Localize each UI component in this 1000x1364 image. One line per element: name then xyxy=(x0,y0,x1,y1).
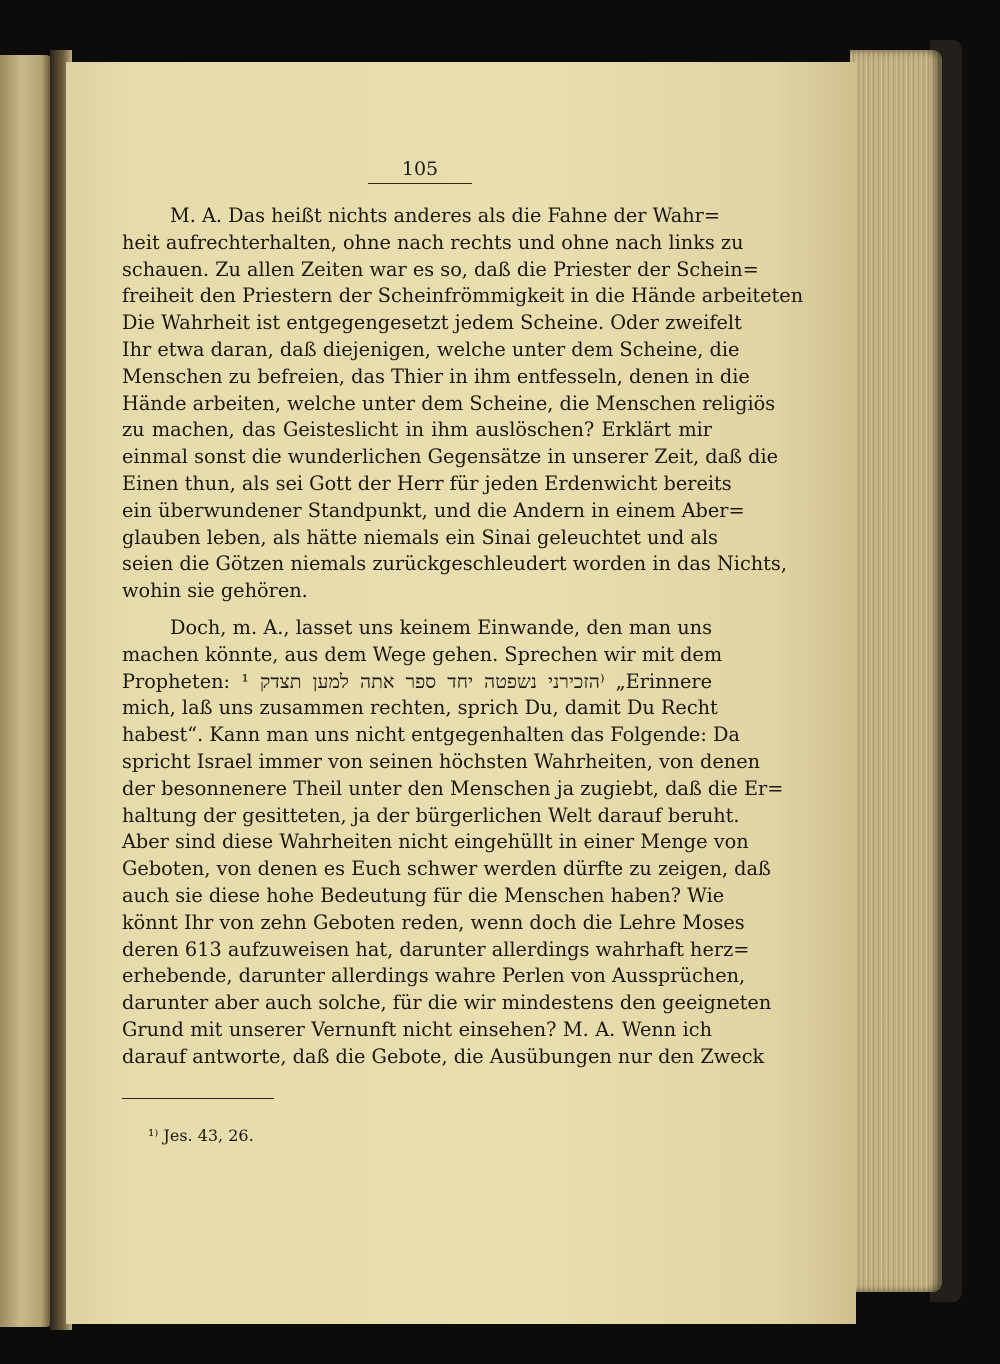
text-line: wohin sie gehören. xyxy=(122,579,308,603)
text-line: seien die Götzen niemals zurückgeschleudert worden in das Nichts, xyxy=(122,552,787,576)
text-line: darunter aber auch solche, für die wir mindestens den geeigneten xyxy=(122,991,772,1015)
text-line: der besonnenere Theil unter den Menschen ja zugiebt, daß die Er= xyxy=(122,776,784,800)
footnote: ¹⁾ Jes. 43, 26. xyxy=(148,1126,254,1145)
page-number: 105 xyxy=(401,158,439,180)
text-line: schauen. Zu allen Zeiten war es so, daß die Priester der Schein= xyxy=(122,257,759,281)
text-line: Doch, m. A., lasset uns keinem Einwande, den man uns xyxy=(170,615,712,639)
text-line: M. A. Das heißt nichts anderes als die Fahne der Wahr= xyxy=(170,204,721,227)
header-rule xyxy=(368,183,472,184)
left-page-edge xyxy=(0,55,52,1327)
text-line: habest“. Kann man uns nicht entgegenhalten das Folgende: Da xyxy=(122,723,740,747)
text-line: freiheit den Priestern der Scheinfrömmigkeit in die Hände arbeiteten xyxy=(122,284,804,308)
page-edges xyxy=(850,50,942,1292)
text-line: erhebende, darunter allerdings wahre Perlen von Aussprüchen, xyxy=(122,964,746,988)
text-line: Aber sind diese Wahrheiten nicht eingehüllt in einer Menge von xyxy=(122,830,749,854)
text-line: mich, laß uns zusammen rechten, sprich Du, damit Du Recht xyxy=(122,696,718,720)
text-line: Geboten, von denen es Euch schwer werden dürfte zu zeigen, daß xyxy=(122,857,771,881)
text-line: Die Wahrheit ist entgegengesetzt jedem Scheine. Oder zweifelt xyxy=(122,311,742,335)
text-line: zu machen, das Geisteslicht in ihm auslöschen? Erklärt mir xyxy=(122,418,712,442)
text-line: machen könnte, aus dem Wege gehen. Sprechen wir mit dem xyxy=(122,642,723,666)
body-text xyxy=(122,203,804,1071)
text-line: deren 613 aufzuweisen hat, darunter allerdings wahrhaft herz= xyxy=(122,937,750,961)
text-line: Ihr etwa daran, daß diejenigen, welche unter dem Scheine, die xyxy=(122,337,740,361)
text-line: Hände arbeiten, welche unter dem Scheine, die Menschen religiös xyxy=(122,391,776,415)
text-line: glauben leben, als hätte niemals ein Sinai geleuchtet und als xyxy=(122,525,718,549)
text-line: heit aufrechterhalten, ohne nach rechts und ohne nach links zu xyxy=(122,230,744,254)
text-line: haltung der gesitteten, ja der bürgerlichen Welt darauf beruht. xyxy=(122,803,740,827)
text-line: spricht Israel immer von seinen höchsten Wahrheiten, von denen xyxy=(122,749,761,773)
text-line: Propheten: הזכירני נשפטה יחד ספר אתה למען תצדק ¹⁾ „Erinnere xyxy=(122,669,713,693)
text-line: Menschen zu befreien, das Thier in ihm entfesseln, denen in die xyxy=(122,364,750,388)
text-line: Einen thun, als sei Gott der Herr für jeden Erdenwicht bereits xyxy=(122,471,732,495)
text-line: darauf antworte, daß die Gebote, die Ausübungen nur den Zweck xyxy=(122,1044,765,1068)
footnote-rule xyxy=(122,1098,274,1099)
text-line: könnt Ihr von zehn Geboten reden, wenn doch die Lehre Moses xyxy=(122,910,745,934)
text-line: Grund mit unserer Vernunft nicht einsehen? M. A. Wenn ich xyxy=(122,1017,712,1041)
text-line: ein überwundener Standpunkt, und die Andern in einem Aber= xyxy=(122,498,745,522)
text-line: einmal sonst die wunderlichen Gegensätze in unserer Zeit, daß die xyxy=(122,445,779,469)
text-line: auch sie diese hohe Bedeutung für die Menschen haben? Wie xyxy=(122,883,725,907)
